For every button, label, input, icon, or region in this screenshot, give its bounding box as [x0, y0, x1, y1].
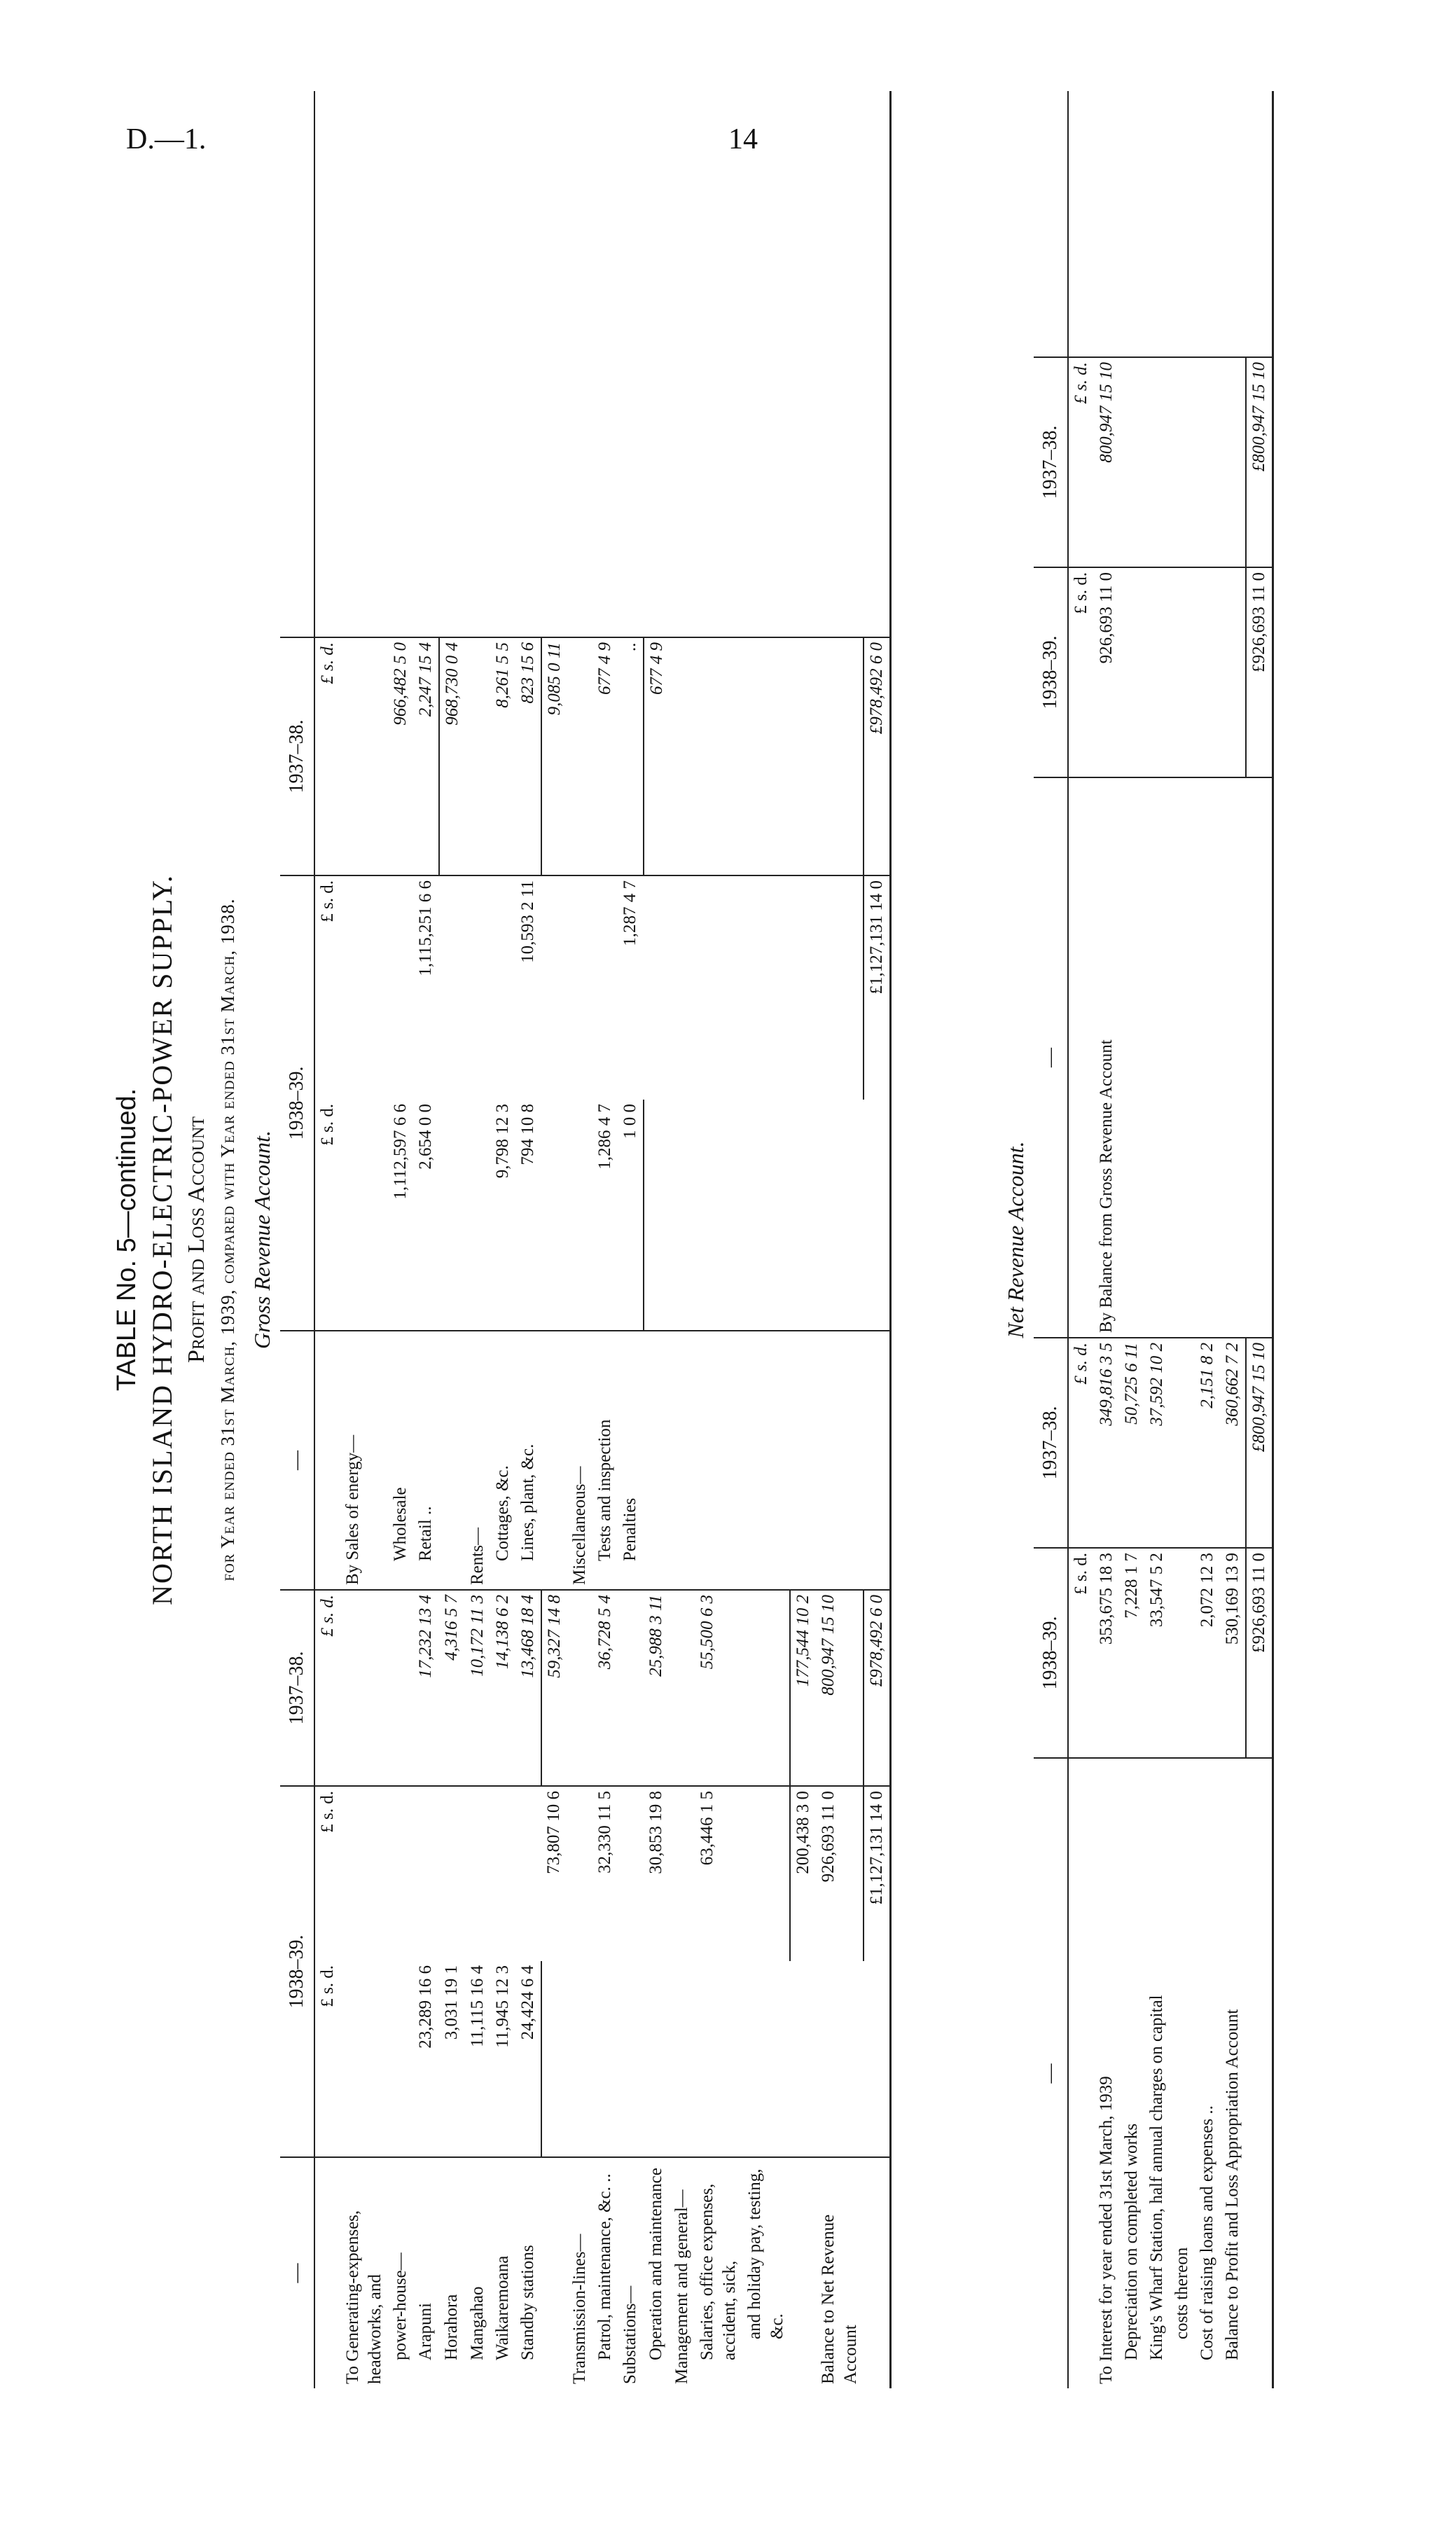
col-dash: —: [280, 1331, 314, 1590]
col-1938-39: 1938–39.: [280, 1786, 314, 2157]
cell-value: 25,988 3 11: [644, 1590, 670, 1786]
row-label: Wholesale: [388, 1331, 413, 1590]
cell-value: 530,169 13 9: [1220, 1548, 1246, 1758]
row-label: Rents—: [465, 1331, 490, 1590]
cell-value: ..: [618, 637, 644, 875]
unit-label: £ s. d.: [314, 1590, 340, 1786]
cell-value: 7,228 1 7: [1119, 1548, 1144, 1758]
row-label: Arapuni: [416, 2303, 435, 2360]
cell-value: 11,945 12 3: [490, 1961, 515, 2157]
cell-value: 2,247 15 4: [413, 637, 439, 875]
unit-label: £ s. d.: [1068, 1548, 1094, 1758]
col-dash: —: [1034, 1758, 1068, 2388]
cell-value: 677 4 9: [592, 637, 618, 875]
cell-value: 3,031 19 1: [439, 1961, 465, 2157]
table-number: TABLE No. 5—continued.: [112, 1088, 141, 1392]
cell-value: 926,693 11 0: [1094, 567, 1119, 777]
cell-value: 55,500 6 3: [695, 1590, 742, 1786]
unit-label: £ s. d.: [314, 1961, 340, 2157]
cell-value: 11,115 16 4: [465, 1961, 490, 2157]
total-value: £978,492 6 0: [864, 1590, 891, 1786]
cell-value: 1 0 0: [618, 1100, 644, 1331]
row-label: Balance to Profit and Loss Appropriation Account: [1223, 2009, 1242, 2360]
unit-label: £ s. d.: [1068, 357, 1094, 567]
row-label: Cottages, &c.: [490, 1331, 515, 1590]
row-label: Salaries, office expenses, accident, sick,: [698, 2183, 739, 2360]
row-label: Standby stations: [518, 2245, 537, 2360]
cell-value: 73,807 10 6: [544, 1791, 563, 1874]
row-label: Lines, plant, &c.: [515, 1331, 541, 1590]
col-1937-38: 1937–38.: [280, 637, 314, 875]
row-label: By Sales of energy—: [340, 1331, 388, 1590]
row-label: Transmission-lines—: [570, 2234, 589, 2384]
total-value: £800,947 15 10: [1246, 357, 1273, 567]
net-revenue-table: [1034, 91, 1274, 2388]
row-label: Operation and maintenance: [646, 2168, 665, 2360]
page-number: 14: [728, 123, 758, 155]
unit-label: £ s. d.: [318, 1791, 337, 1833]
row-label: Substations—: [620, 2285, 639, 2384]
unit-label: £ s. d.: [318, 880, 337, 922]
total-value: £800,947 15 10: [1246, 1338, 1273, 1548]
row-label: Penalties: [618, 1331, 644, 1590]
cell-value: 2,072 12 3: [1195, 1548, 1220, 1758]
unit-label: £ s. d.: [1068, 567, 1094, 777]
cell-value: 33,547 5 2: [1144, 1548, 1170, 1758]
cell-value: 8,261 5 5: [490, 637, 515, 875]
row-label: King's Wharf Station, half annual charges on capital: [1147, 1995, 1166, 2360]
gross-revenue-table: [280, 91, 892, 2388]
row-label: Mangahao: [468, 2286, 487, 2360]
col-1937-38: 1937–38.: [280, 1590, 314, 1786]
col-1938-39: 1938–39.: [1034, 567, 1068, 777]
col-dash: —: [280, 2157, 314, 2388]
col-1937-38: 1937–38.: [1034, 1338, 1068, 1548]
row-label: Management and general—: [672, 2189, 691, 2384]
cell-value: 1,287 4 7: [620, 880, 639, 946]
cell-value: 1,115,251 6 6: [416, 880, 435, 976]
cell-value: 2,151 8 2: [1195, 1338, 1220, 1548]
cell-value: 23,289 16 6: [413, 1961, 439, 2157]
cell-value: 1,286 4 7: [592, 1100, 618, 1331]
row-label: Cost of raising loans and expenses ..: [1198, 2105, 1216, 2360]
cell-value: 800,947 15 10: [816, 1590, 864, 1786]
cell-value: 37,592 10 2: [1144, 1338, 1170, 1548]
cell-value: 14,138 6 2: [490, 1590, 515, 1786]
period-title: for Year ended 31st March, 1939, compared with Year ended 31st March, 1938.: [217, 898, 238, 1581]
total-value: £1,127,131 14 0: [864, 875, 891, 1100]
rotated-table-page: [112, 84, 1387, 2395]
row-label: To Generating-expenses, headworks, and: [343, 2210, 384, 2384]
cell-value: 966,482 5 0: [388, 637, 413, 875]
row-label: By Balance from Gross Revenue Account: [1094, 777, 1119, 1338]
row-label: Miscellaneous—: [567, 1331, 592, 1590]
cell-value: 353,675 18 3: [1094, 1548, 1119, 1758]
col-1938-39: 1938–39.: [280, 875, 314, 1331]
net-revenue-heading: Net Revenue Account.: [1003, 1141, 1028, 1338]
col-dash: —: [1034, 777, 1068, 1338]
row-label: power-house—: [391, 2252, 410, 2360]
account-title: Profit and Loss Account: [183, 1116, 209, 1363]
cell-value: 63,446 1 5: [698, 1791, 716, 1866]
col-1938-39: 1938–39.: [1034, 1548, 1068, 1758]
cell-value: 24,424 6 4: [515, 1961, 541, 2157]
row-label: Retail ..: [413, 1331, 439, 1590]
row-label: Waikaremoana: [493, 2255, 512, 2360]
cell-value: 677 4 9: [644, 637, 670, 875]
cell-value: 50,725 6 11: [1119, 1338, 1144, 1548]
row-label: Balance to Net Revenue Account: [819, 2214, 860, 2384]
cell-value: 10,593 2 11: [518, 880, 537, 963]
unit-label: £ s. d.: [314, 1100, 340, 1331]
cell-value: 30,853 19 8: [646, 1791, 665, 1874]
unit-label: £ s. d.: [314, 637, 340, 875]
table-title: NORTH ISLAND HYDRO-ELECTRIC-POWER SUPPLY.: [146, 874, 178, 1605]
cell-value: 177,544 10 2: [790, 1590, 816, 1786]
cell-value: 360,662 7 2: [1220, 1338, 1246, 1548]
cell-value: 9,085 0 11: [541, 637, 567, 875]
col-1937-38: 1937–38.: [1034, 357, 1068, 567]
cell-value: 794 10 8: [515, 1100, 541, 1331]
row-label: and holiday pay, testing, &c.: [745, 2168, 786, 2339]
row-label: Horahora: [442, 2294, 461, 2360]
cell-value: 968,730 0 4: [439, 637, 465, 875]
total-value: £926,693 11 0: [1246, 1548, 1273, 1758]
cell-value: 10,172 11 3: [465, 1590, 490, 1786]
total-value: £926,693 11 0: [1246, 567, 1273, 777]
cell-value: 59,327 14 8: [541, 1590, 567, 1786]
unit-label: £ s. d.: [1068, 1338, 1094, 1548]
cell-value: 800,947 15 10: [1094, 357, 1119, 567]
cell-value: 926,693 11 0: [819, 1791, 838, 1883]
cell-value: 9,798 12 3: [490, 1100, 515, 1331]
row-label: costs thereon: [1172, 2247, 1191, 2339]
cell-value: 823 15 6: [515, 637, 541, 875]
cell-value: 36,728 5 4: [592, 1590, 618, 1786]
row-label: To Interest for year ended 31st March, 1939: [1097, 2076, 1116, 2384]
gross-revenue-heading: Gross Revenue Account.: [249, 1130, 275, 1349]
row-label: Depreciation on completed works: [1122, 2123, 1141, 2360]
cell-value: 200,438 3 0: [790, 1786, 816, 1961]
cell-value: 2,654 0 0: [413, 1100, 439, 1331]
cell-value: 13,468 18 4: [515, 1590, 541, 1786]
total-value: £1,127,131 14 0: [864, 1786, 891, 1961]
total-value: £978,492 6 0: [864, 637, 891, 875]
row-label: Patrol, maintenance, &c. ..: [595, 2173, 614, 2360]
page-reference: D.—1.: [126, 123, 207, 155]
cell-value: 4,316 5 7: [439, 1590, 465, 1786]
row-label: Tests and inspection: [592, 1331, 618, 1590]
cell-value: 32,330 11 5: [595, 1791, 614, 1874]
cell-value: 1,112,597 6 6: [388, 1100, 413, 1331]
cell-value: 349,816 3 5: [1094, 1338, 1119, 1548]
cell-value: 17,232 13 4: [413, 1590, 439, 1786]
